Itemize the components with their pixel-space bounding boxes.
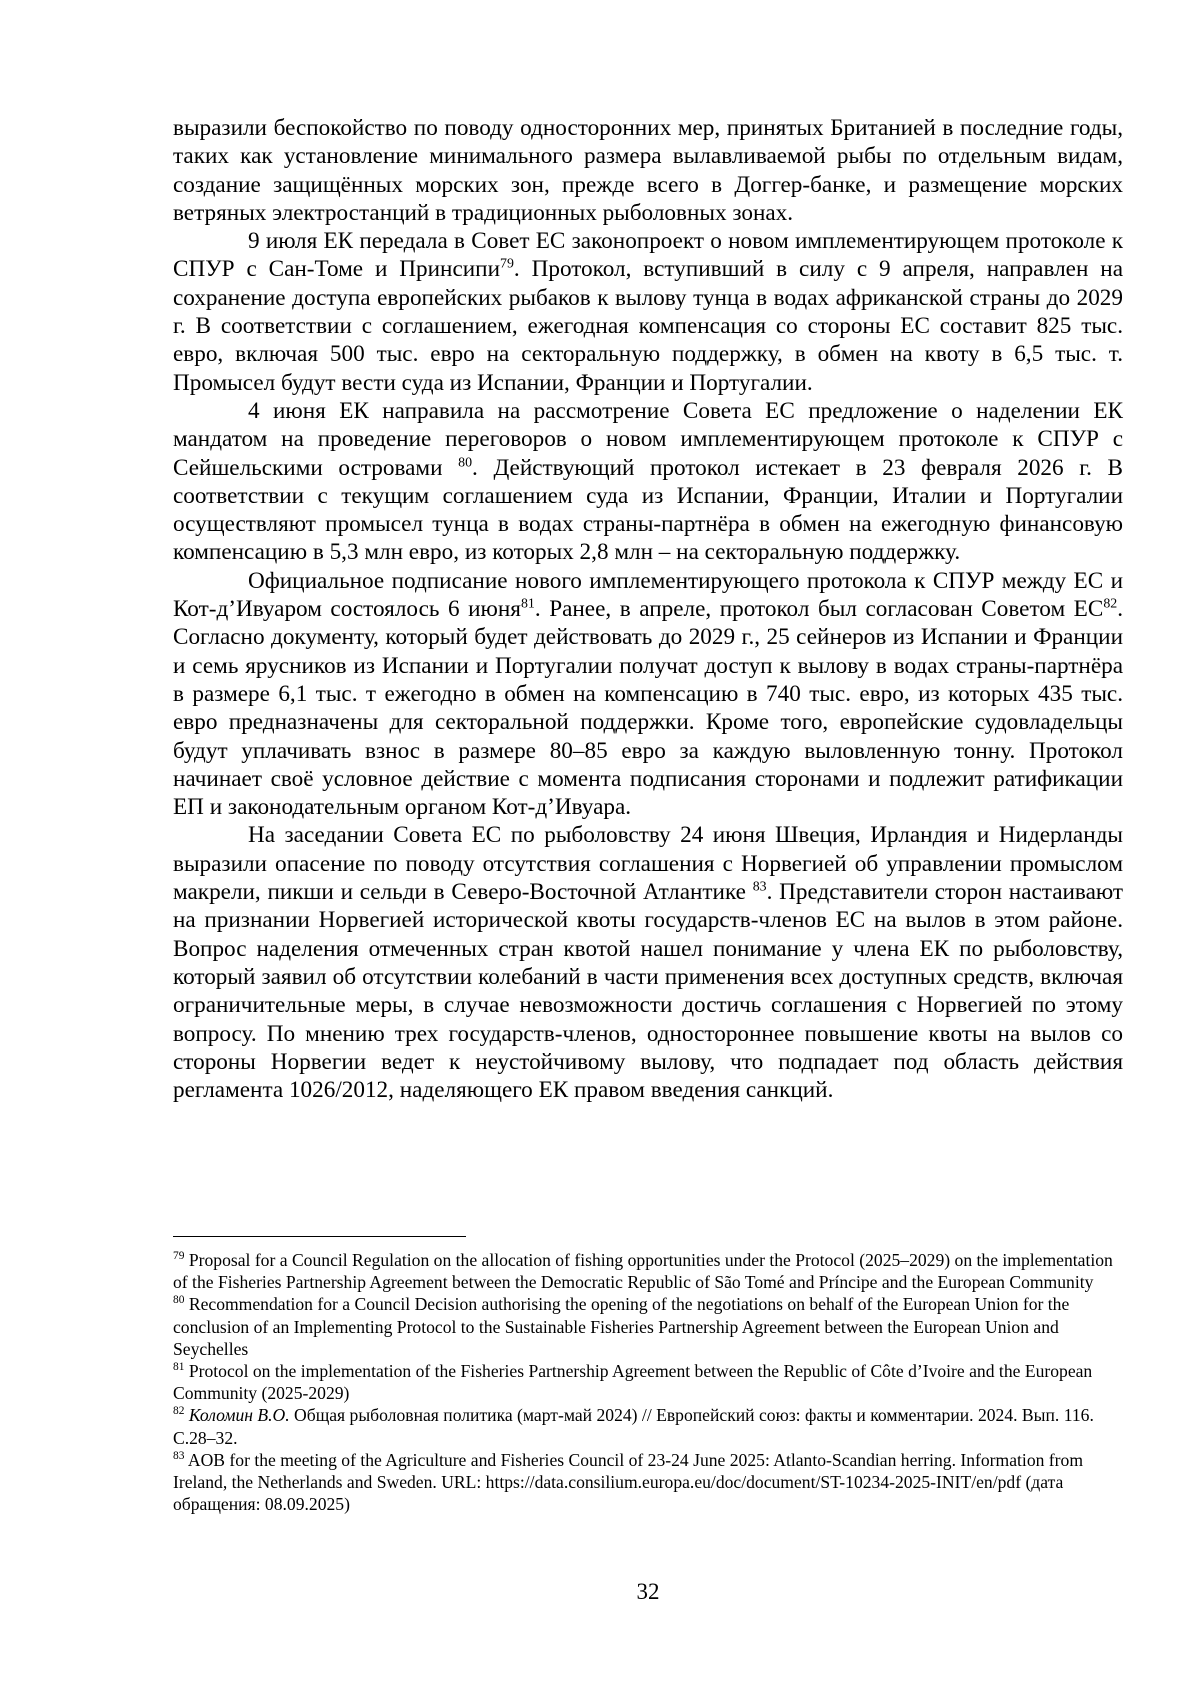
footnote-81 — [173, 1360, 1123, 1404]
footnote-83 — [173, 1449, 1123, 1516]
footnote-text: AOB for the meeting of the Agriculture and Fisheries Council of 23-24 June 2025: Atlanto-Scandian herring. Information from Ireland, the Netherlands and Sweden. URL: https://data.consilium.europa.eu/doc/document/ST-10234-2025-INIT/en/pdf (дата обращения: 08.09.2025) — [173, 1449, 1084, 1515]
footnote-author: Коломин В.О. — [188, 1405, 290, 1426]
page-number: 32 — [636, 1579, 660, 1604]
footnote-number: 83 — [173, 1449, 185, 1462]
footnote-text: Общая рыболовная политика (март-май 2024) // Европейский союз: факты и комментарии. 2024. Вып. 116. С.28–32. — [173, 1405, 1094, 1448]
paragraph-4: Официальное подписание нового имплементирующего протокола к СПУР между ЕС и Кот-д’Ивуаром состоялось 6 июня$^{81}$. Ранее, в апреле, протокол был согласован Советом ЕС$^{82}$. Согласно документу, который будет действовать до 2029 г., 25 сейнеров из Испании и Франции и семь ярусников из Испании и Португалии получат доступ к вылову в водах страны-партнёра в размере 6,1 тыс. т ежегодно в обмен на компенсацию в 740 тыс. евро, из которых 435 тыс. евро предназначены для секторальной поддержки. Кроме того, европейские судовладельцы будут уплачивать взнос в размере 80–85 евро за каждую выловленную тонну. Протокол начинает своё условное действие с момента подписания сторонами и подлежит ратификации ЕП и законодательным органом Кот-д’Ивуара. — [173, 567, 1124, 821]
footnote-number: 81 — [173, 1361, 185, 1374]
footnote-number: 82 — [173, 1405, 185, 1418]
footnote-82 — [173, 1404, 1123, 1448]
footnote-79 — [173, 1249, 1123, 1293]
footnote-number: 80 — [173, 1294, 185, 1307]
footnotes — [173, 1249, 1123, 1515]
footnote-text: Protocol on the implementation of the Fisheries Partnership Agreement between the Republic of Côte d’Ivoire and the European Community (2025-2029) — [173, 1361, 1093, 1404]
footnote-text: Recommendation for a Council Decision authorising the opening of the negotiations on behalf of the European Union for the conclusion of an Implementing Protocol to the Sustainable Fisheries Partnership Agreement between the European Union and Seychelles — [173, 1294, 1070, 1359]
footnote-ref-79[interactable]: 79 — [499, 256, 514, 272]
footnote-ref-81[interactable]: 81 — [520, 596, 535, 612]
footnote-ref-80[interactable]: 80 — [458, 454, 473, 470]
paragraph-5: На заседании Совета ЕС по рыболовству 24 июня Швеция, Ирландия и Нидерланды выразили опасение по поводу отсутствия соглашения с Норвегией об управлении промыслом макрели, пикши и сельди в Северо-Восточной Атлантике $^{83}$. Представители сторон настаивают на признании Норвегией исторической квоты государств-членов ЕС на вылов в этом районе. Вопрос наделения отмеченных стран квотой нашел понимание у члена ЕК по рыболовству, который заявил об отсутствии колебаний в части применения всех доступных средств, включая ограничительные меры, в случае невозможности достичь соглашения с Норвегией по этому вопросу. По мнению трех государств-членов, одностороннее повышение квоты на вылов со стороны Норвегии ведет к неустойчивому вылову, что подпадает под область действия регламента 1026/2012, наделяющего ЕК правом введения санкций. — [173, 822, 1124, 1104]
paragraph-1: выразили беспокойство по поводу односторонних мер, принятых Британией в последние годы, таких как установление минимального размера вылавливаемой рыбы по отдельным видам, создание защищённых морских зон, прежде всего в Доггер-банке, и размещение морских ветряных электростанций в традиционных рыболовных зонах. — [173, 115, 1123, 226]
paragraph-3: 4 июня ЕК направила на рассмотрение Совета ЕС предложение о наделении ЕК мандатом на проведение переговоров о новом имплементирующем протоколе к СПУР с Сейшельскими островами $^{80}$. Действующий протокол истекает в 23 февраля 2026 г. В соответствии с текущим соглашением суда из Испании, Франции, Италии и Португалии осуществляют промысел тунца в водах страны-партнёра в обмен на ежегодную финансовую компенсацию в 5,3 млн евро, из которых 2,8 млн – на секторальную поддержку. — [173, 397, 1124, 566]
footnote-separator — [173, 1236, 466, 1237]
footnote-80 — [173, 1293, 1123, 1360]
footnote-ref-82[interactable]: 82 — [1103, 596, 1118, 612]
footnote-ref-83[interactable]: 83 — [752, 879, 767, 895]
footnote-text: Proposal for a Council Regulation on the allocation of fishing opportunities under the Protocol (2025–2029) on the implementation of the Fisheries Partnership Agreement between the Democratic Republic of São Tomé and Príncipe and the European Community — [173, 1250, 1113, 1293]
footnote-number: 79 — [173, 1250, 185, 1263]
body-text — [173, 114, 1123, 1104]
paragraph-2: 9 июля ЕК передала в Совет ЕС законопроект о новом имплементирующем протоколе к СПУР с Сан-Томе и Принсипи$^{79}$. Протокол, вступивший в силу с 9 апреля, направлен на сохранение доступа европейских рыбаков к вылову тунца в водах африканской страны до 2029 г. В соответствии с соглашением, ежегодная компенсация со стороны ЕС составит 825 тыс. евро, включая 500 тыс. евро на секторальную поддержку, в обмен на квоту в 6,5 тыс. т. Промысел будут вести суда из Испании, Франции и Португалии. — [173, 228, 1123, 396]
